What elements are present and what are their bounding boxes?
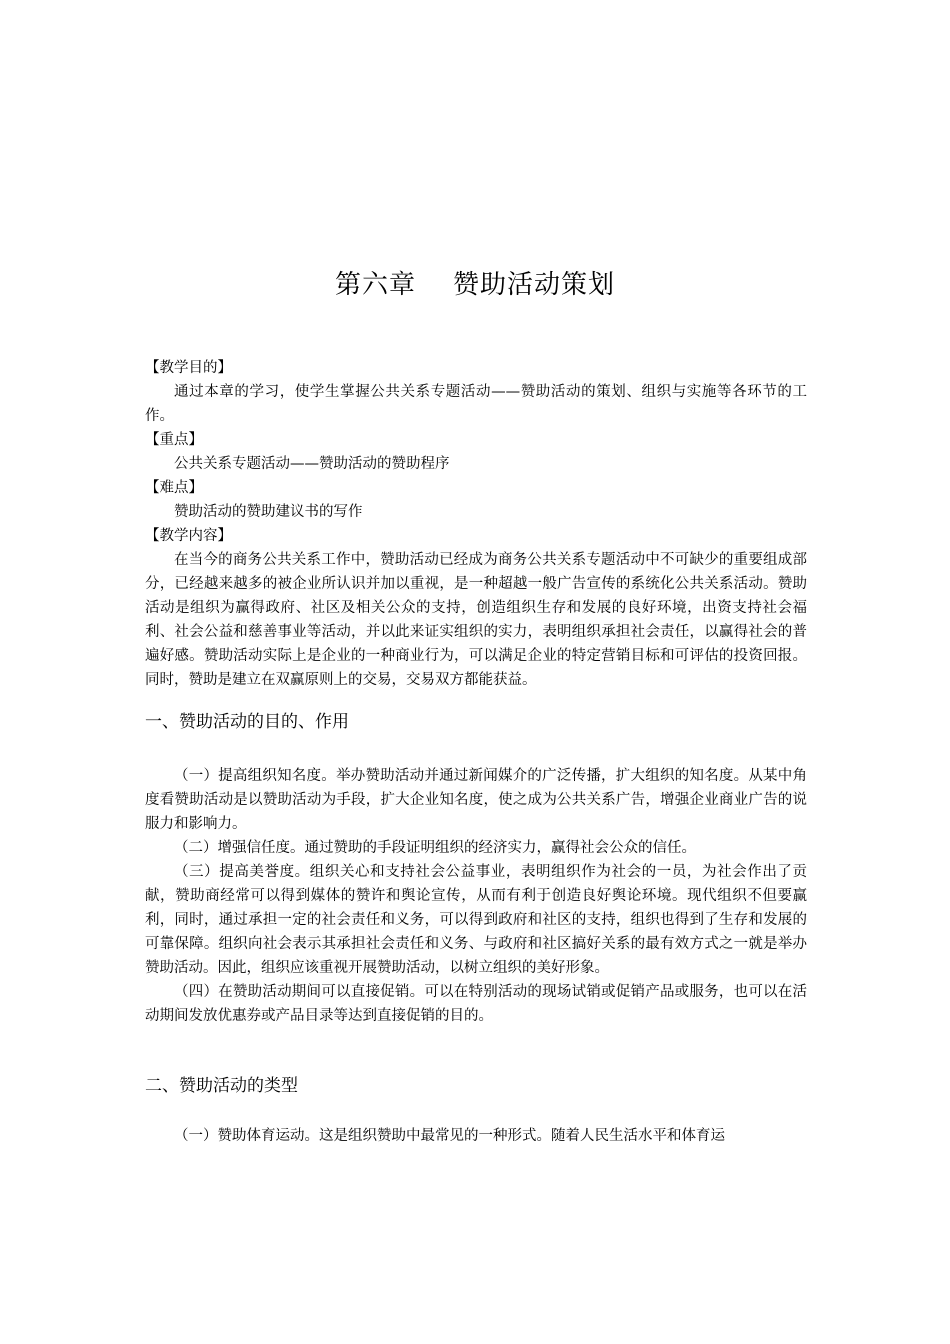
section-heading-types: 二、赞助活动的类型 — [145, 1076, 298, 1096]
types-paragraph: （一）赞助体育运动。这是组织赞助中最常见的一种形式。随着人民生活水平和体育运 — [174, 1128, 725, 1144]
objective-label: 【教学目的】 — [145, 360, 232, 376]
purpose-paragraph: （四）在赞助活动期间可以直接促销。可以在特别活动的现场试销或促销产品或服务，也可以在活动期间发放优惠券或产品目录等达到直接促销的目的。 — [145, 984, 807, 1024]
content-label: 【教学内容】 — [145, 528, 232, 544]
purpose-paragraph: （三）提高美誉度。组织关心和支持社会公益事业，表明组织作为社会的一员，为社会作出了贡献，赞助商经常可以得到媒体的赞许和舆论宣传，从而有利于创造良好舆论环境。现代组织不但要赢利，同时，通过承担一定的社会责任和义务，可以得到政府和社区的支持，组织也得到了生存和发展的可靠保障。组织向社会表示其承担社会责任和义务、与政府和社区搞好关系的最有效方式之一就是举办赞助活动。因此，组织应该重视开展赞助活动，以树立组织的美好形象。 — [145, 864, 807, 976]
difficulty-text: 赞助活动的赞助建议书的写作 — [174, 504, 363, 520]
purpose-paragraph: （二）增强信任度。通过赞助的手段证明组织的经济实力，赢得社会公众的信任。 — [174, 840, 696, 856]
objective-text: 通过本章的学习，使学生掌握公共关系专题活动——赞助活动的策划、组织与实施等各环节的工作。 — [145, 384, 807, 424]
document-body — [145, 356, 807, 1148]
section-heading-purpose: 一、赞助活动的目的、作用 — [145, 712, 349, 732]
chapter-title: 第六章 赞助活动策划 — [334, 270, 616, 300]
difficulty-label: 【难点】 — [145, 480, 203, 496]
key-point-label: 【重点】 — [145, 432, 203, 448]
purpose-paragraph: （一）提高组织知名度。举办赞助活动并通过新闻媒介的广泛传播，扩大组织的知名度。从某中角度看赞助活动是以赞助活动为手段，扩大企业知名度，使之成为公共关系广告，增强企业商业广告的说服力和影响力。 — [145, 768, 807, 832]
key-point-text: 公共关系专题活动——赞助活动的赞助程序 — [174, 456, 450, 472]
content-text: 在当今的商务公共关系工作中，赞助活动已经成为商务公共关系专题活动中不可缺少的重要组成部分，已经越来越多的被企业所认识并加以重视，是一种超越一般广告宣传的系统化公共关系活动。赞助活动是组织为赢得政府、社区及相关公众的支持，创造组织生存和发展的良好环境，出资支持社会福利、社会公益和慈善事业等活动，并以此来证实组织的实力，表明组织承担社会责任，以赢得社会的普遍好感。赞助活动实际上是企业的一种商业行为，可以满足企业的特定营销目标和可评估的投资回报。同时，赞助是建立在双赢原则上的交易，交易双方都能获益。 — [145, 552, 807, 688]
